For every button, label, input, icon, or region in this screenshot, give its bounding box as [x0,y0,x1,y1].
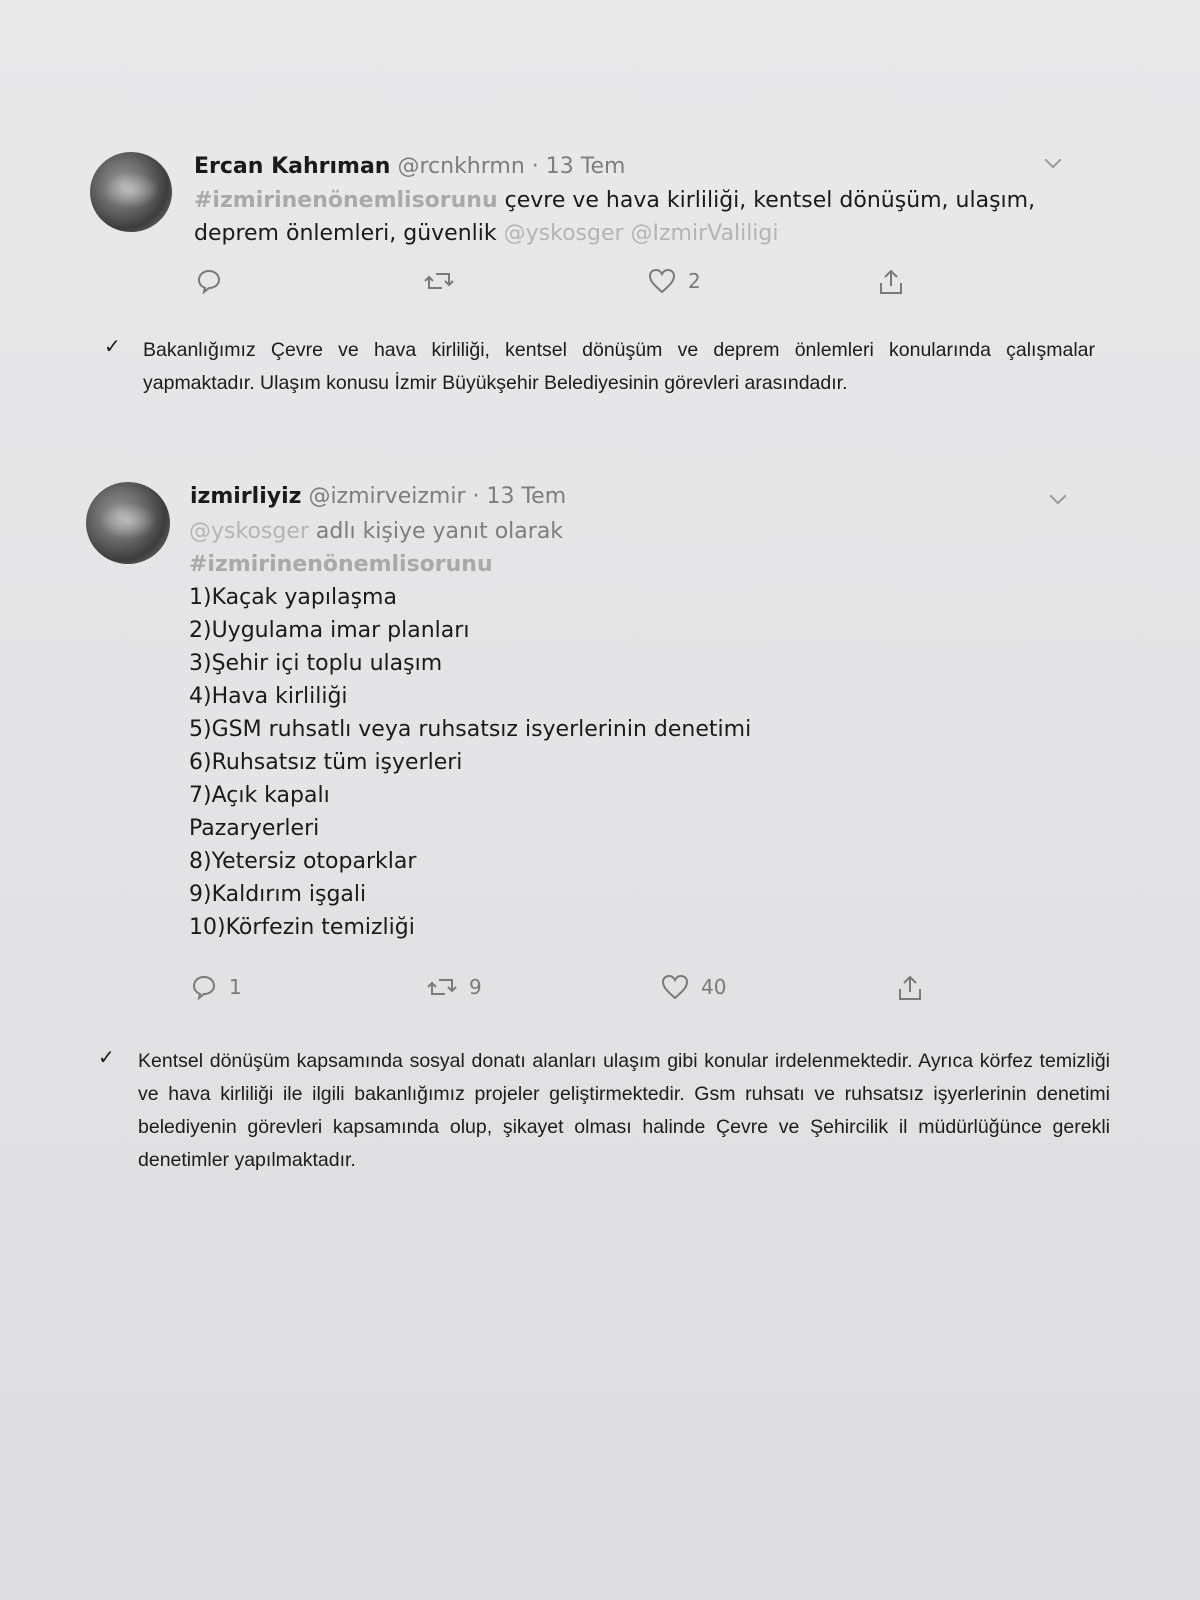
tweet-actions [191,974,921,1004]
retweet-count: 9 [469,975,482,999]
share-icon [878,268,904,296]
retweet-icon [427,974,457,1000]
checkmark-icon: ✓ [104,334,121,358]
like-count: 40 [701,975,727,999]
share-button[interactable] [897,974,923,1002]
heart-icon [661,974,689,1000]
like-button[interactable] [661,974,726,1000]
author-handle[interactable]: @rcnkhrmn [397,154,525,179]
tweet-text-line2: deprem önlemleri, güvenlik [194,221,504,246]
author-name[interactable]: izmirliyiz [190,484,302,509]
list-item: 4)Hava kirliliği [189,684,348,709]
author-name[interactable]: Ercan Kahrıman [194,154,391,179]
checkmark-icon: ✓ [98,1045,115,1069]
reply-button[interactable] [191,974,242,1000]
reply-icon [196,268,222,294]
heart-icon [648,268,676,294]
list-item: 1)Kaçak yapılaşma [189,585,397,610]
tweet-header [190,484,566,509]
avatar[interactable] [90,152,172,232]
tweet-text [194,184,1074,250]
list-item: 6)Ruhsatsız tüm işyerleri [189,750,463,775]
meta-separator: · [465,484,487,509]
list-item: 10)Körfezin temizliği [189,915,415,940]
avatar[interactable] [86,482,170,564]
meta-separator: · [524,154,546,179]
tweet-text [189,515,1069,944]
like-button[interactable] [648,268,701,294]
reply-count: 1 [229,975,242,999]
tweet-date[interactable]: 13 Tem [486,484,567,509]
reply-mention[interactable]: @yskosger [189,519,309,544]
chevron-down-icon[interactable] [1050,488,1067,505]
list-item: 9)Kaldırım işgali [189,882,367,907]
mentions[interactable]: @yskosger @IzmirValiligi [503,221,779,246]
share-icon [897,974,923,1002]
reply-button[interactable] [196,268,222,294]
reply-suffix: adlı kişiye yanıt olarak [308,519,564,544]
retweet-button[interactable] [424,268,454,294]
retweet-button[interactable] [427,974,482,1000]
reply-context [189,515,1069,548]
retweet-icon [424,268,454,294]
list-item: 2)Uygulama imar planları [189,618,470,643]
response-note: Bakanlığımız Çevre ve hava kirliliği, kentsel dönüşüm ve deprem önlemleri konularında çalışmalar yapmaktadır. Ulaşım konusu İzmir Büyükşehir Belediyesinin görevleri arasındadır. [143,339,1095,394]
share-button[interactable] [878,268,904,296]
tweet-actions [196,268,916,298]
list-item: 8)Yetersiz otoparklar [189,849,417,874]
reply-icon [191,974,217,1000]
tweet-date[interactable]: 13 Tem [545,154,626,179]
list-item: Pazaryerleri [189,816,320,841]
chevron-down-icon[interactable] [1045,152,1062,169]
hashtag[interactable]: #izmirinenönemlisorunu [194,188,498,213]
like-count: 2 [688,269,701,293]
response-note: Kentsel dönüşüm kapsamında sosyal donatı alanları ulaşım gibi konular irdelenmektedir. Ayrıca körfez temizliği ve hava kirliliği ile ilgili bakanlığımız projeler geliştirmektedir. Gsm ruhsatı ve ruhsatsız işyerlerinin denetimi belediyenin görevleri kapsamında olup, şikayet olması halinde Çevre ve Şehircilik il müdürlüğünce gerekli denetimler yapılmaktadır. [138,1050,1110,1171]
list-item: 3)Şehir içi toplu ulaşım [189,651,443,676]
hashtag[interactable]: #izmirinenönemlisorunu [189,552,493,577]
list-item: 5)GSM ruhsatlı veya ruhsatsız isyerlerinin denetimi [189,717,752,742]
list-item: 7)Açık kapalı [189,783,330,808]
tweet-text-line1: çevre ve hava kirliliği, kentsel dönüşüm, ulaşım, [497,188,1036,213]
author-handle[interactable]: @izmirveizmir [308,484,466,509]
tweet-header [194,154,625,179]
